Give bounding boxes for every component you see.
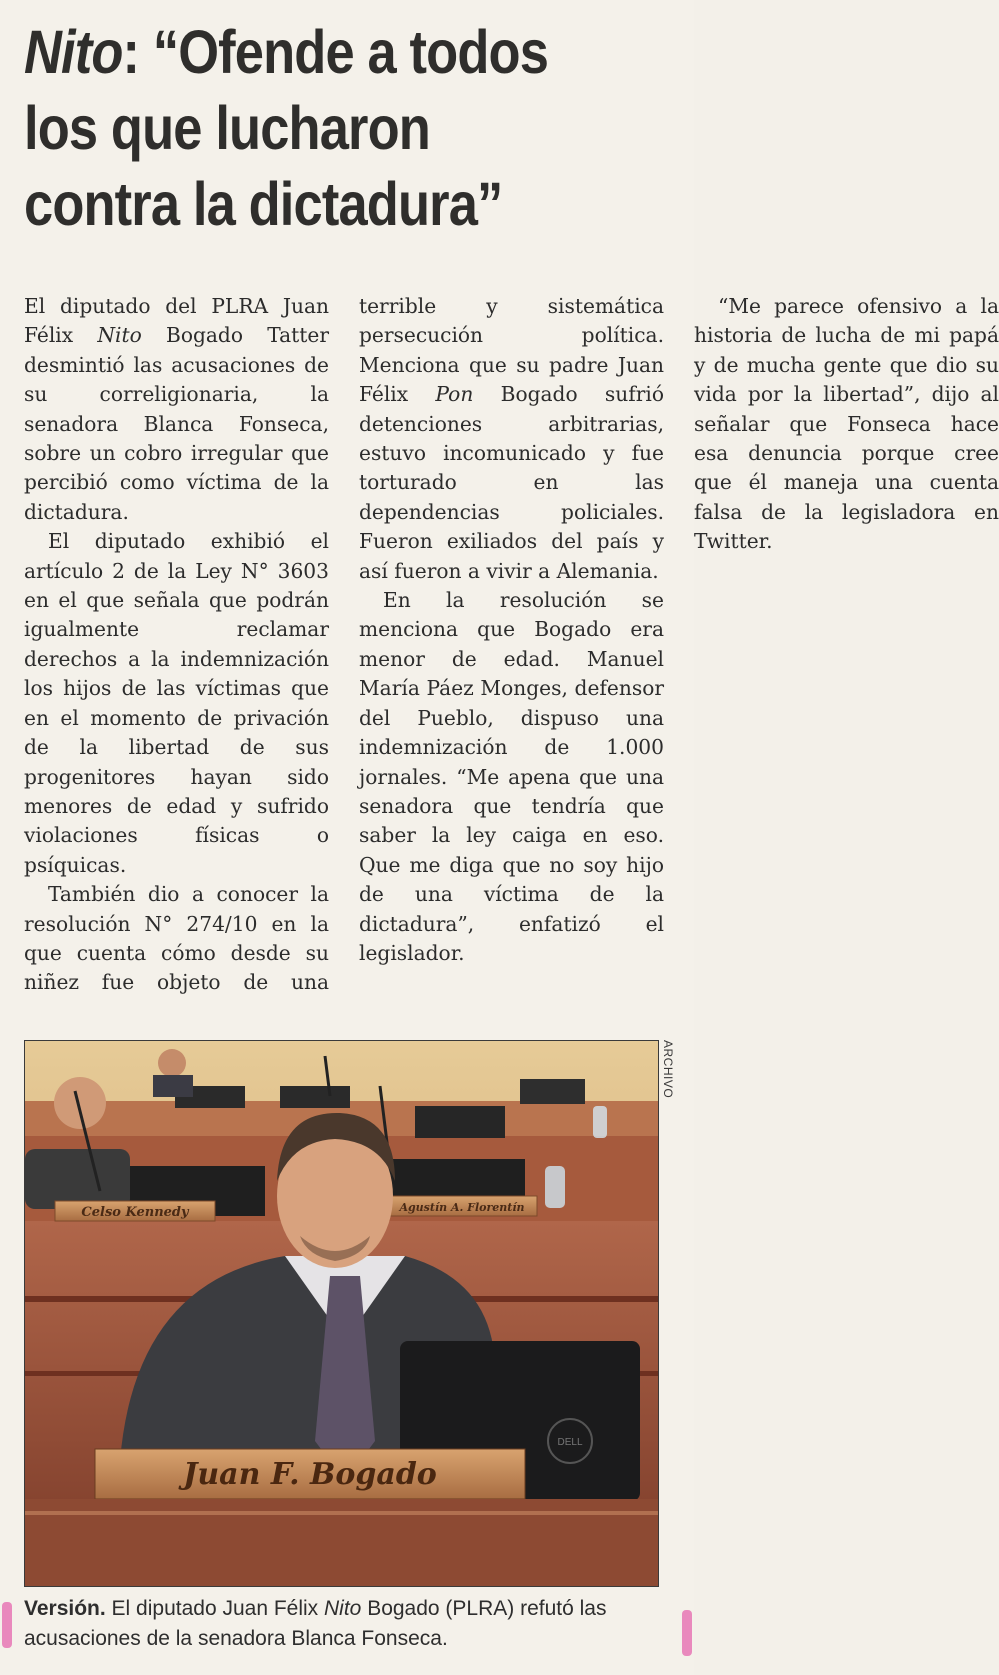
paragraph-4: En la resolución se menciona que Bogado era menor de edad. Manuel María Páez Monges, defensor del Pueblo, dispuso una indemnización de 1.000 jornales. “Me apena que una senadora que tendría que saber la ley caiga en eso. Que me diga que no soy hijo de una víctima de la dictadura”, enfatizó el legislador. xyxy=(359,588,664,965)
paragraph-5: “Me parece ofensivo a la historia de lucha de mi papá y de mucha gente que dio su vida por la libertad”, dijo al señalar que Fonseca hace esa denuncia porque cree que él maneja una cuenta falsa de la legisladora en Twitter. xyxy=(694,294,999,554)
paragraph-1 xyxy=(24,292,329,527)
paragraph-3-text-a: También dio a conocer la resolución N° 274/10 en la que cuenta cómo desde su niñez fue objeto de una terrible y sistemática persecución política. Menciona que su padre Juan Félix xyxy=(24,294,664,995)
headline-separator: : xyxy=(122,18,153,86)
highlighter-mark xyxy=(682,1610,692,1656)
paragraph-1-text-b: Bogado Tatter desmintió las acusaciones de su correligionaria, la senadora Blanca Fonseca, sobre un cobro irregular que percibió como víctima de la dictadura. xyxy=(24,323,329,524)
background-person xyxy=(158,1049,186,1077)
monitor xyxy=(415,1106,505,1138)
paragraph-2: El diputado exhibió el artículo 2 de la Ley N° 3603 en el que señala que podrán igualmente reclamar derechos a la indemnización los hijos de las víctimas que en el momento de privación de la libertad de sus progenitores hayan sido menores de edad y sufrido violaciones físicas o psíquicas. xyxy=(24,529,329,877)
laptop-brand: DELL xyxy=(557,1437,583,1448)
photo-credit: ARCHIVO xyxy=(661,1040,675,1099)
paragraph-1-text-a: El diputado del PLRA Juan Félix xyxy=(24,294,329,348)
nameplate-main-text: Juan F. Bogado xyxy=(183,1457,437,1492)
caption-nickname: Nito xyxy=(324,1597,362,1620)
nameplate-right-text: Agustín A. Florentín xyxy=(399,1201,525,1214)
highlighter-mark xyxy=(2,1602,12,1648)
monitor xyxy=(280,1086,350,1108)
nameplate-left-text: Celso Kennedy xyxy=(81,1205,189,1220)
paragraph-3-nickname: Pon xyxy=(435,382,474,407)
paragraph-3-text-b: Bogado sufrió detenciones arbitrarias, estuvo incomunicado y fue torturado en las dependencias policiales. Fueron exiliados del país y así fueron a vivir a Alemania. xyxy=(359,382,664,583)
headline-line-1: “Ofende a todos xyxy=(152,18,549,86)
monitor xyxy=(520,1079,585,1104)
left-person-head xyxy=(54,1077,106,1129)
caption-text-b: Bogado (PLRA) refutó las acusaciones de la senadora Blanca Fonseca. xyxy=(24,1597,607,1650)
caption-lead: Versión. xyxy=(24,1597,106,1620)
water-bottle xyxy=(545,1166,565,1208)
photo-illustration xyxy=(25,1041,658,1586)
paragraph-1-nickname: Nito xyxy=(97,323,142,348)
water-bottle xyxy=(593,1106,607,1138)
left-person-jacket xyxy=(25,1149,130,1209)
news-photo xyxy=(24,1040,659,1587)
headline xyxy=(24,14,678,242)
headline-line-3: contra la dictadura” xyxy=(24,170,503,238)
headline-kicker: Nito xyxy=(24,18,123,86)
photo-caption xyxy=(24,1594,674,1654)
caption-text-a: El diputado Juan Félix xyxy=(105,1597,324,1620)
headline-line-2: los que lucharon xyxy=(24,94,430,162)
article-body xyxy=(24,292,999,1027)
